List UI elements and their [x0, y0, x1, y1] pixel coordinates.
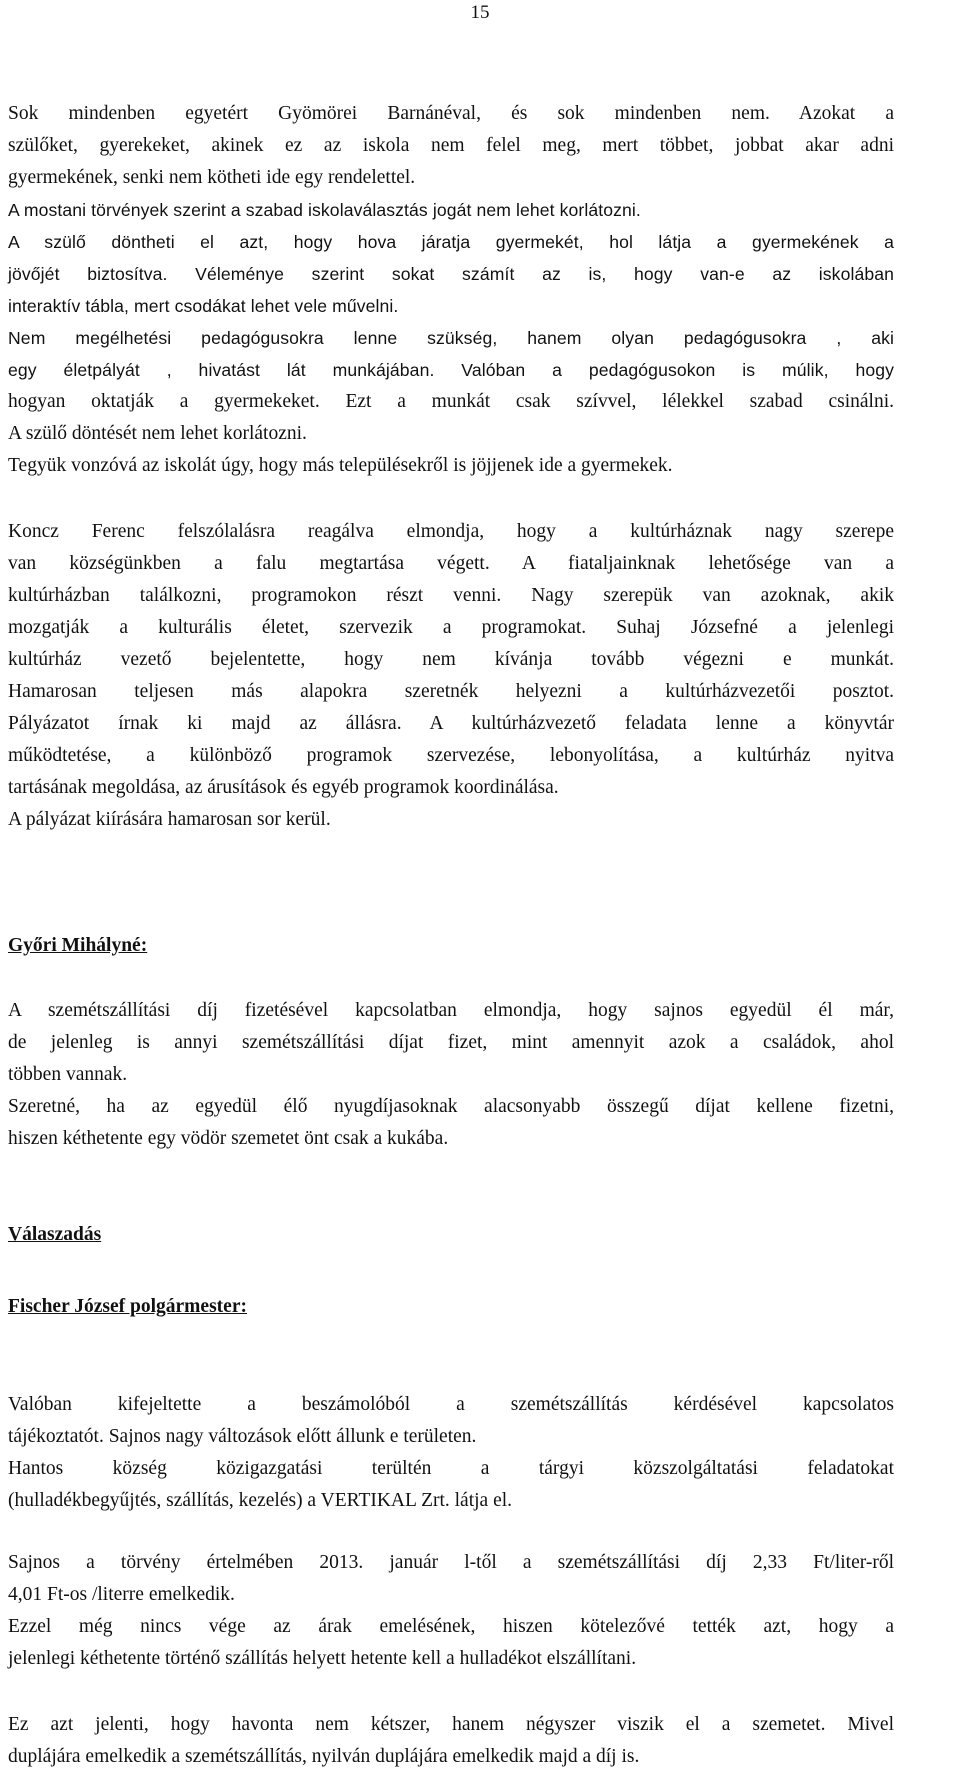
text-line: működtetése, a különböző programok szervezése, lebonyolítása, a kultúrház nyitva: [8, 745, 894, 766]
paragraph: [8, 1389, 894, 1517]
section-heading: Győri Mihályné:: [8, 935, 148, 956]
text-line: Hamarosan teljesen más alapokra szeretnék helyezni a kultúrházvezetői posztot.: [8, 681, 894, 702]
page-number: 15: [470, 2, 490, 23]
paragraph-gap: [8, 1251, 894, 1291]
paragraph-gap: [8, 482, 894, 516]
paragraph-gap: [8, 836, 894, 930]
paragraph-gap: [8, 1517, 894, 1547]
text-line: hogyan oktatják a gyermekeket. Ezt a munkát csak szívvel, lélekkel szabad csinálni.: [8, 391, 894, 412]
text-line: van községünkben a falu megtartása végett. A fiataljainknak lehetősége van a: [8, 553, 894, 574]
text-line: (hulladékbegyűjtés, szállítás, kezelés) a VERTIKAL Zrt. látja el.: [8, 1490, 513, 1511]
text-line: többen vannak.: [8, 1064, 128, 1085]
text-line: egy életpályát , hivatást lát munkájában. Valóban a pedagógusokon is múlik, hogy: [8, 360, 894, 380]
text-line: Szeretné, ha az egyedül élő nyugdíjasoknak alacsonyabb összegű díjat kellene fizetni,: [8, 1096, 894, 1117]
text-line: tartásának megoldása, az árusítások és egyéb programok koordinálása.: [8, 777, 559, 798]
document-body: [8, 98, 894, 1773]
paragraph: [8, 1547, 894, 1675]
text-line: Hantos község közigazgatási terültén a tárgyi közszolgáltatási feladatokat: [8, 1458, 894, 1479]
text-line: A pályázat kiírására hamarosan sor kerül.: [8, 809, 331, 830]
section-heading: Válaszadás: [8, 1224, 102, 1245]
text-line: kultúrház vezető bejelentette, hogy nem kívánja tovább végezni e munkát.: [8, 649, 894, 670]
section-heading: Fischer József polgármester:: [8, 1296, 247, 1317]
text-line: Ezzel még nincs vége az árak emelésének, hiszen kötelezővé tették azt, hogy a: [8, 1616, 894, 1637]
text-line: A mostani törvények szerint a szabad iskolaválasztás jogát nem lehet korlátozni.: [8, 200, 641, 220]
text-line: Koncz Ferenc felszólalásra reagálva elmondja, hogy a kultúrháznak nagy szerepe: [8, 521, 894, 542]
text-line: A szülő döntését nem lehet korlátozni.: [8, 423, 307, 444]
paragraph-gap: [8, 1323, 894, 1389]
text-line: A szemétszállítási díj fizetésével kapcsolatban elmondja, hogy sajnos egyedül él már,: [8, 1000, 894, 1021]
text-line: jövőjét biztosítva. Véleménye szerint sokat számít az is, hogy van-e az iskolában: [8, 264, 894, 284]
text-line: kultúrházban találkozni, programokon részt venni. Nagy szerepük van azoknak, akik: [8, 585, 894, 606]
paragraph: [8, 98, 894, 482]
text-line: Sok mindenben egyetért Gyömörei Barnánéval, és sok mindenben nem. Azokat a: [8, 103, 894, 124]
paragraph: [8, 1709, 894, 1773]
text-line: Tegyük vonzóvá az iskolát úgy, hogy más településekről is jöjjenek ide a gyermekek.: [8, 455, 673, 476]
text-line: hiszen kéthetente egy vödör szemetet önt csak a kukába.: [8, 1128, 449, 1149]
paragraph: [8, 995, 894, 1155]
text-line: gyermekének, senki nem kötheti ide egy rendelettel.: [8, 167, 416, 188]
text-line: Pályázatot írnak ki majd az állásra. A kultúrházvezető feladata lenne a könyvtár: [8, 713, 894, 734]
text-line: tájékoztatót. Sajnos nagy változások előtt állunk e területen.: [8, 1426, 477, 1447]
text-line: interaktív tábla, mert csodákat lehet vele művelni.: [8, 296, 399, 316]
paragraph-gap: [8, 962, 894, 995]
text-line: A szülő döntheti el azt, hogy hova járatja gyermekét, hol látja a gyermekének a: [8, 232, 894, 252]
text-line: Valóban kifejeltette a beszámolóból a szemétszállítás kérdésével kapcsolatos: [8, 1394, 894, 1415]
text-line: Ez azt jelenti, hogy havonta nem kétszer, hanem négyszer viszik el a szemetet. Mivel: [8, 1714, 894, 1735]
text-line: duplájára emelkedik a szemétszállítás, nyilván duplájára emelkedik majd a díj is.: [8, 1746, 640, 1767]
text-line: de jelenleg is annyi szemétszállítási díjat fizet, mint amennyit azok a családok, ahol: [8, 1032, 894, 1053]
text-line: szülőket, gyerekeket, akinek ez az iskola nem felel meg, mert többet, jobbat akar adni: [8, 135, 894, 156]
paragraph-gap: [8, 1155, 894, 1219]
text-line: jelenlegi kéthetente történő szállítás helyett hetente kell a hulladékot elszállítani.: [8, 1648, 637, 1669]
text-line: 4,01 Ft-os /literre emelkedik.: [8, 1584, 235, 1605]
text-line: Nem megélhetési pedagógusokra lenne szükség, hanem olyan pedagógusokra , aki: [8, 328, 894, 348]
text-line: mozgatják a kulturális életet, szervezik a programokat. Suhaj Józsefné a jelenlegi: [8, 617, 894, 638]
text-line: Sajnos a törvény értelmében 2013. január l-től a szemétszállítási díj 2,33 Ft/liter-ről: [8, 1552, 894, 1573]
paragraph: [8, 516, 894, 836]
paragraph-gap: [8, 1675, 894, 1709]
